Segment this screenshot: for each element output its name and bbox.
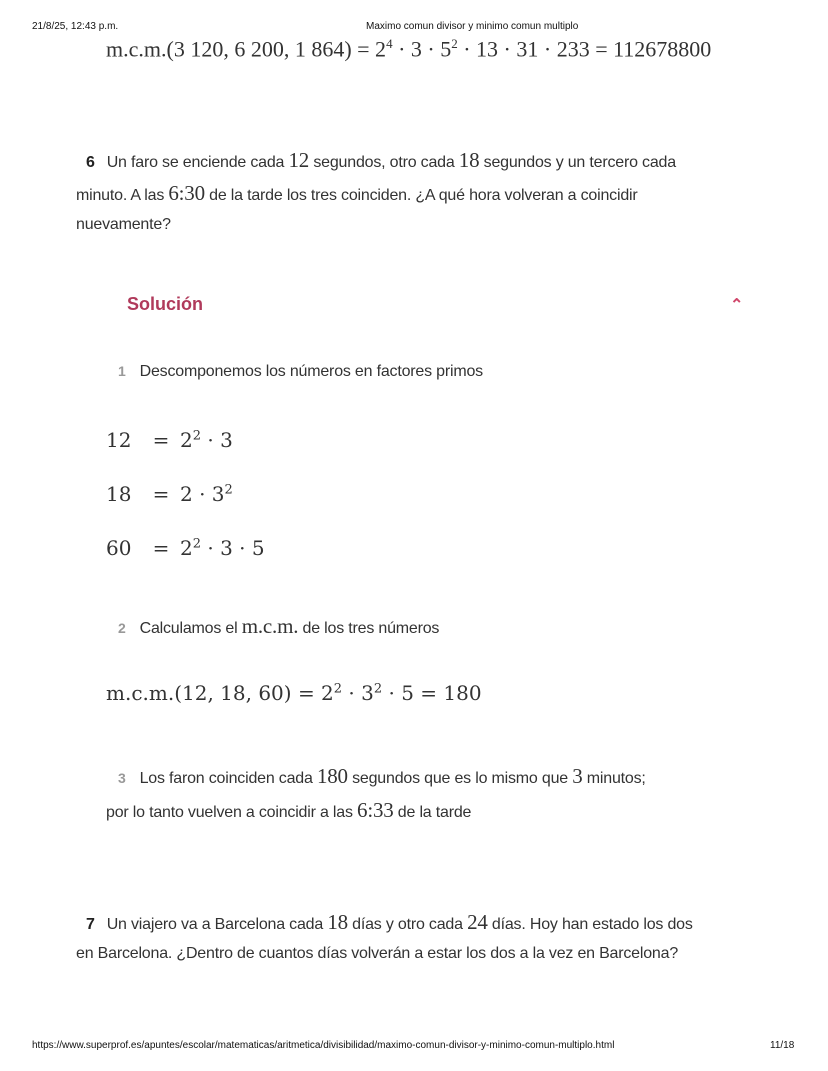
print-datetime: 21/8/25, 12:43 p.m.	[32, 21, 119, 32]
question-6: 6 Un faro se enciende cada 12 segundos, otro cada 18 segundos y un tercero cada	[86, 148, 676, 172]
mcm-formula: m.c.m.(12, 18, $60) = 2^2 \cdot 3^2 \cdot 5 = 180$	[106, 681, 482, 705]
solution-toggle-label[interactable]: Solución	[127, 294, 203, 314]
factorization-12: 12 = $2^2 \cdot 3$	[106, 428, 233, 452]
question-7-line2: en Barcelona. ¿Dentro de cuantos días volverán a estar los dos a la vez en Barcelona?	[76, 945, 679, 962]
factorization-60: 60 = $2^2 \cdot 3 \cdot 5$	[106, 536, 265, 560]
step-1: 1 Descomponemos los números en factores primos	[118, 363, 483, 380]
page-number: 11/18	[770, 1040, 795, 1051]
step-2: 2 Calculamos el m.c.m. de los tres números	[118, 614, 440, 638]
step-3: 3 Los faron coinciden cada 180 segundos que es lo mismo que 3 minutos;	[118, 764, 646, 788]
question-6-line2: minuto. A las 6:30 de la tarde los tres coinciden. ¿A qué hora volveran a coincidir	[76, 181, 638, 205]
step-3-line2: por lo tanto vuelven a coincidir a las 6:33 de la tarde	[106, 798, 472, 822]
factorization-18: 18 = $2 \cdot 3^2$	[106, 482, 233, 506]
mcm-formula-previous: m.c.m.(3 120, 6 200, 1 $864) = 2^4 \cdot 3 \cdot 5^2 \cdot 13 \cdot 31 \cdot 233 = 112678800$	[106, 36, 712, 62]
question-6-line3: nuevamente?	[76, 216, 171, 233]
chevron-up-icon[interactable]: ⌃	[730, 297, 744, 314]
footer-url: https://www.superprof.es/apuntes/escolar/matematicas/aritmetica/divisibilidad/maximo-comun-divisor-y-minimo-comun-multiplo.html	[32, 1040, 615, 1051]
question-7: 7 Un viajero va a Barcelona cada 18 días y otro cada 24 días. Hoy han estado los dos	[86, 910, 693, 934]
print-title: Maximo comun divisor y minimo comun multiplo	[366, 21, 579, 32]
